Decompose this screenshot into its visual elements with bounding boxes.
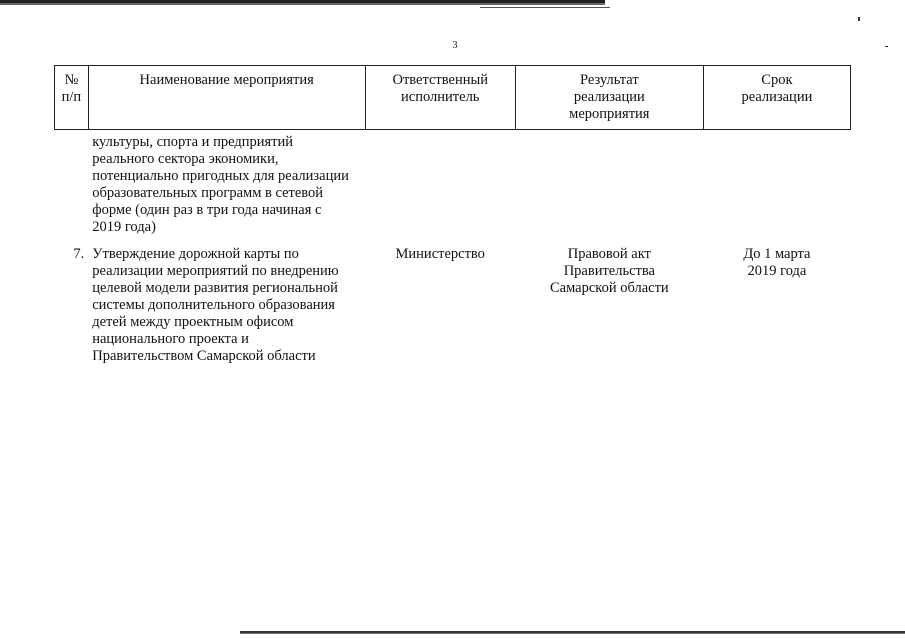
table-row-continued	[55, 130, 851, 247]
scan-edge-bottom	[240, 631, 905, 635]
table-header-row	[55, 66, 851, 130]
measures-table	[54, 65, 851, 365]
measure-name-cell: Утверждение дорожной карты по реализации мероприятий по внедрению целевой модели развития региональной системы дополнительного образования детей между проектным офисом национального проекта и Правительством Самарской области	[92, 246, 339, 364]
scan-speck	[885, 46, 888, 47]
responsible-cell	[365, 130, 515, 247]
page-number: 3	[452, 40, 458, 51]
header-responsible: Ответственный исполнитель	[365, 66, 515, 130]
row-number-cell	[55, 130, 89, 247]
term-cell: До 1 марта 2019 года	[743, 246, 811, 279]
header-number: № п/п	[55, 66, 89, 130]
header-measure-name: Наименование мероприятия	[88, 66, 365, 130]
result-cell: Правовой акт Правительства Самарской области	[549, 246, 669, 296]
responsible-cell: Министерство	[395, 246, 485, 262]
table-row	[55, 246, 851, 365]
header-result: Результат реализации мероприятия	[515, 66, 703, 130]
term-cell	[703, 130, 850, 247]
measure-name-cell: культуры, спорта и предприятий реального сектора экономики, потенциально пригодных для реализации образовательных программ в сетевой форме (один раз в три года начиная с 2019 года)	[92, 134, 349, 235]
scan-speck	[858, 17, 860, 21]
header-term: Срок реализации	[703, 66, 850, 130]
row-number-cell: 7.	[73, 246, 85, 262]
scan-edge-top-line	[480, 7, 610, 8]
result-cell	[515, 130, 703, 247]
